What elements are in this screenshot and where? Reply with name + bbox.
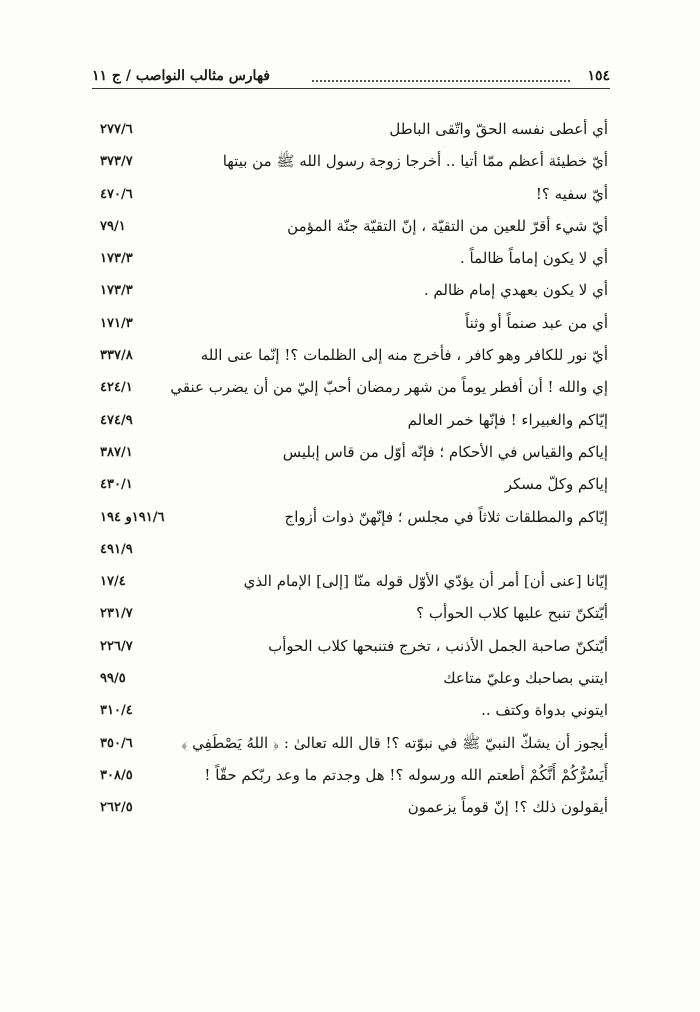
entry-text: أيّ سفيه ؟! bbox=[535, 184, 608, 203]
entry-reference: ١٧٣/٣ bbox=[100, 251, 133, 267]
entry-text: إياكم والقياس في الأحكام ؛ فإنّه أوّل من قاس إبليس bbox=[282, 442, 608, 461]
entry-reference: ٤٧٠/٦ bbox=[100, 186, 133, 202]
index-entry bbox=[100, 374, 608, 406]
entry-reference: ٤٣٠/١ bbox=[100, 477, 133, 493]
index-entry bbox=[100, 116, 608, 148]
entry-reference: ١٧٣/٣ bbox=[100, 283, 133, 299]
entry-text: أيّ نور للكافر وهو كافر ، فأخرج منه إلى الظلمات ؟! إنّما عنى الله bbox=[200, 346, 608, 365]
entry-text: إي والله ! أن أفطر يوماً من شهر رمضان أحبّ إليّ من أن يضرب عنقي bbox=[170, 378, 608, 397]
entry-text: إيّاكم والغبيراء ! فإنّها خمر العالم bbox=[407, 410, 608, 429]
entry-reference: ٤٧٤/٩ bbox=[100, 412, 133, 428]
entry-text: أي من عبد صنماً أو وثناً bbox=[465, 313, 608, 332]
index-entry bbox=[100, 762, 608, 794]
index-entry bbox=[100, 310, 608, 342]
index-entry bbox=[100, 439, 608, 471]
index-entry bbox=[100, 471, 608, 503]
entry-reference: ٣٨٧/١ bbox=[100, 444, 133, 460]
index-entry bbox=[100, 665, 608, 697]
entry-text: أي لا يكون بعهدي إمام ظالم . bbox=[423, 281, 608, 300]
index-entry bbox=[100, 568, 608, 600]
index-entry bbox=[100, 148, 608, 180]
entry-reference: ١٧١/٣ bbox=[100, 315, 133, 331]
index-entry bbox=[100, 213, 608, 245]
entry-reference: ٢٣١/٧ bbox=[100, 606, 133, 622]
index-entry bbox=[100, 245, 608, 277]
running-header bbox=[92, 66, 610, 89]
entry-reference: ٢٧٧/٦ bbox=[100, 122, 133, 137]
entry-reference: ١٧/٤ bbox=[100, 574, 126, 590]
index-entry bbox=[100, 504, 608, 536]
index-entry bbox=[100, 536, 608, 568]
entry-text: أيقولون ذلك ؟! إنّ قوماً يزعمون bbox=[407, 798, 608, 817]
entry-text: أيّتكنّ صاحبة الجمل الأذنب ، تخرج فتنبحها كلاب الحوأب bbox=[268, 636, 608, 655]
entry-text: أي أعطى نفسه الحقّ واتّقى الباطل bbox=[389, 120, 608, 138]
index-entry bbox=[100, 342, 608, 374]
entry-reference: ١٩١/٦و ١٩٤ bbox=[100, 509, 165, 525]
entry-text: أيّتكنّ تنبح عليها كلاب الحوأب ؟ bbox=[416, 604, 608, 623]
index-entries bbox=[100, 116, 608, 827]
entry-text: أيّ شيء أقرّ للعين من التقيّة ، إنّ التقيّة جنّة المؤمن bbox=[287, 216, 608, 235]
entry-text: إيّاكم والمطلقات ثلاثاً في مجلس ؛ فإنّهنّ ذوات أزواج bbox=[284, 507, 608, 526]
entry-reference: ٣١٠/٤ bbox=[100, 703, 133, 719]
index-entry bbox=[100, 181, 608, 213]
index-entry bbox=[100, 407, 608, 439]
entry-text: ايتوني بدواة وكتف .. bbox=[481, 701, 608, 720]
entry-text: أَيَسُرُّكُمْ أَنَّكُمْ أطعتم الله ورسوله ؟! هل وجدتم ما وعد ربّكم حقّاً ! bbox=[204, 765, 608, 784]
index-entry bbox=[100, 277, 608, 309]
index-entry bbox=[100, 794, 608, 826]
entry-text: ايتني بصاحبك وعليّ متاعك bbox=[443, 669, 608, 688]
entry-reference: ٣٠٨/٥ bbox=[100, 767, 133, 783]
entry-reference: ٤٢٤/١ bbox=[100, 380, 133, 396]
entry-reference: ٢٢٦/٧ bbox=[100, 638, 133, 654]
index-entry bbox=[100, 697, 608, 729]
entry-reference: ٢٦٢/٥ bbox=[100, 800, 133, 816]
entry-text: أيجوز أن يشكّ النبيّ ﷺ في نبوّته ؟! قال الله تعالىٰ : ﴿ اللهُ يَصْطَفِي ﴾ bbox=[181, 733, 608, 752]
entry-text: إياكم وكلّ مسكر bbox=[504, 475, 608, 494]
entry-text: أي لا يكون إماماً ظالماً . bbox=[460, 249, 608, 268]
entry-reference: ٣٣٧/٨ bbox=[100, 348, 133, 364]
index-entry bbox=[100, 633, 608, 665]
entry-reference: ٣٥٠/٦ bbox=[100, 735, 133, 751]
entry-reference: ٩٩/٥ bbox=[100, 671, 126, 687]
entry-text: إيّانا [عنى أن] أمر أن يؤدّي الأوّل قوله منّا [إلى] الإمام الذي bbox=[243, 572, 608, 591]
entry-reference: ٣٧٣/٧ bbox=[100, 154, 133, 170]
entry-reference: ٤٩١/٩ bbox=[100, 541, 133, 557]
dotted-leader bbox=[312, 66, 570, 82]
running-title: فهارس مثالب النواصب / ج ١١ bbox=[92, 68, 270, 84]
index-entry bbox=[100, 730, 608, 762]
entry-reference: ٧٩/١ bbox=[100, 218, 126, 234]
entry-text: أيّ خطيئة أعظم ممّا أتيا .. أخرجا زوجة رسول الله ﷺ من بيتها bbox=[222, 152, 608, 171]
index-entry bbox=[100, 600, 608, 632]
page-number: ١٥٤ bbox=[587, 68, 610, 84]
